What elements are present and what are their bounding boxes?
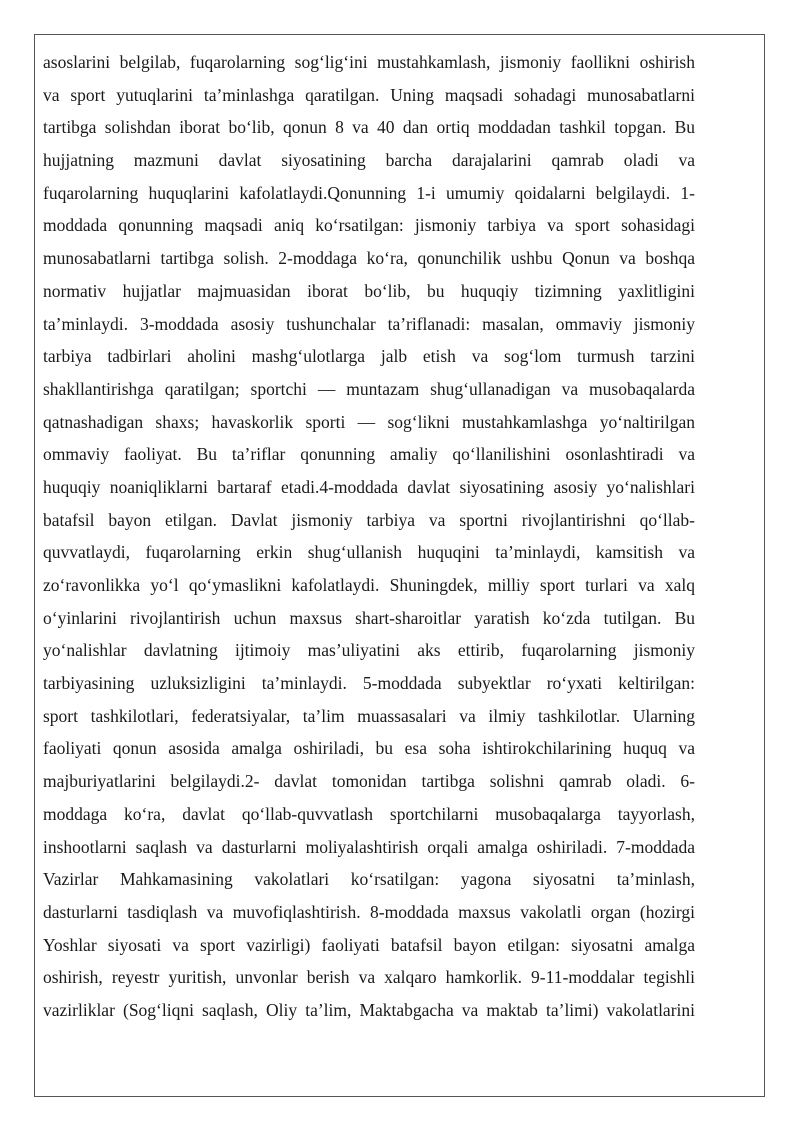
text-line: shakllantirishga qaratilgan; sportchi — muntazam shug‘ullanadigan va musobaqalarda xyxy=(43,378,695,399)
text-line: dasturlarni tasdiqlash va muvofiqlashtirish. 8-moddada maxsus vakolatli organ (hozirgi xyxy=(43,901,695,922)
body-text xyxy=(43,46,695,1027)
text-line: o‘yinlarini rivojlantirish uchun maxsus shart-sharoitlar yaratish ko‘zda tutilgan. Bu xyxy=(43,607,695,628)
text-line: huquqiy noaniqliklarni bartaraf etadi.4-moddada davlat siyosatining asosiy yo‘nalishlari xyxy=(43,476,695,497)
text-line: oshirish, reyestr yuritish, unvonlar berish va xalqaro hamkorlik. 9-11-moddalar tegishli xyxy=(43,967,695,988)
text-line: yo‘nalishlar davlatning ijtimoiy mas’uliyatini aks ettirib, fuqarolarning jismoniy xyxy=(43,640,695,661)
text-line: tartibga solishdan iborat bo‘lib, qonun 8 va 40 dan ortiq moddadan tashkil topgan. Bu xyxy=(43,117,695,138)
text-line: majburiyatlarini belgilaydi.2- davlat tomonidan tartibga solishni qamrab oladi. 6- xyxy=(43,771,695,792)
text-line: munosabatlarni tartibga solish. 2-moddaga ko‘ra, qonunchilik ushbu Qonun va boshqa xyxy=(43,248,695,269)
text-line: batafsil bayon etilgan. Davlat jismoniy tarbiya va sportni rivojlantirishni qo‘llab- xyxy=(43,509,695,530)
text-line: tarbiya tadbirlari aholini mashg‘ulotlarga jalb etish va sog‘lom turmush tarzini xyxy=(43,346,695,367)
text-line: vazirliklar (Sog‘liqni saqlash, Oliy ta’lim, Maktabgacha va maktab ta’limi) vakolatlarini xyxy=(43,999,695,1020)
text-line: sport tashkilotlari, federatsiyalar, ta’lim muassasalari va ilmiy tashkilotlar. Ularning xyxy=(43,705,695,726)
text-line: zo‘ravonlikka yo‘l qo‘ymaslikni kafolatlaydi. Shuningdek, milliy sport turlari va xalq xyxy=(43,575,695,595)
text-line: qatnashadigan shaxs; havaskorlik sporti — sog‘likni mustahkamlashga yo‘naltirilgan xyxy=(43,411,695,432)
text-line: hujjatning mazmuni davlat siyosatining barcha darajalarini qamrab oladi va xyxy=(43,150,695,171)
text-line: ta’minlaydi. 3-moddada asosiy tushunchalar ta’riflanadi: masalan, ommaviy jismoniy xyxy=(43,313,695,334)
text-line: Vazirlar Mahkamasining vakolatlari ko‘rsatilgan: yagona siyosatni ta’minlash, xyxy=(43,869,695,890)
text-line: inshootlarni saqlash va dasturlarni moliyalashtirish orqali amalga oshiriladi. 7-moddada xyxy=(43,836,695,857)
text-line: moddaga ko‘ra, davlat qo‘llab-quvvatlash sportchilarni musobaqalarga tayyorlash, xyxy=(43,803,695,824)
text-line: Yoshlar siyosati va sport vazirligi) faoliyati batafsil bayon etilgan: siyosatni amalga xyxy=(43,934,695,955)
text-line: quvvatlaydi, fuqarolarning erkin shug‘ullanish huquqini ta’minlaydi, kamsitish va xyxy=(43,542,695,563)
text-line: normativ hujjatlar majmuasidan iborat bo‘lib, bu huquqiy tizimning yaxlitligini xyxy=(43,280,695,301)
text-line: asoslarini belgilab, fuqarolarning sog‘lig‘ini mustahkamlash, jismoniy faollikni oshirish xyxy=(43,52,695,72)
text-line: faoliyati qonun asosida amalga oshiriladi, bu esa soha ishtirokchilarining huquq va xyxy=(43,738,695,759)
text-line: va sport yutuqlarini ta’minlashga qaratilgan. Uning maqsadi sohadagi munosabatlarni xyxy=(43,84,695,105)
text-line: moddada qonunning maqsadi aniq ko‘rsatilgan: jismoniy tarbiya va sport sohasidagi xyxy=(43,215,695,236)
text-line: fuqarolarning huquqlarini kafolatlaydi.Qonunning 1-i umumiy qoidalarni belgilaydi. 1- xyxy=(43,182,695,203)
text-line: ommaviy faoliyat. Bu ta’riflar qonunning amaliy qo‘llanilishini osonlashtiradi va xyxy=(43,444,695,465)
text-line: tarbiyasining uzluksizligini ta’minlaydi. 5-moddada subyektlar ro‘yxati keltirilgan: xyxy=(43,673,695,694)
